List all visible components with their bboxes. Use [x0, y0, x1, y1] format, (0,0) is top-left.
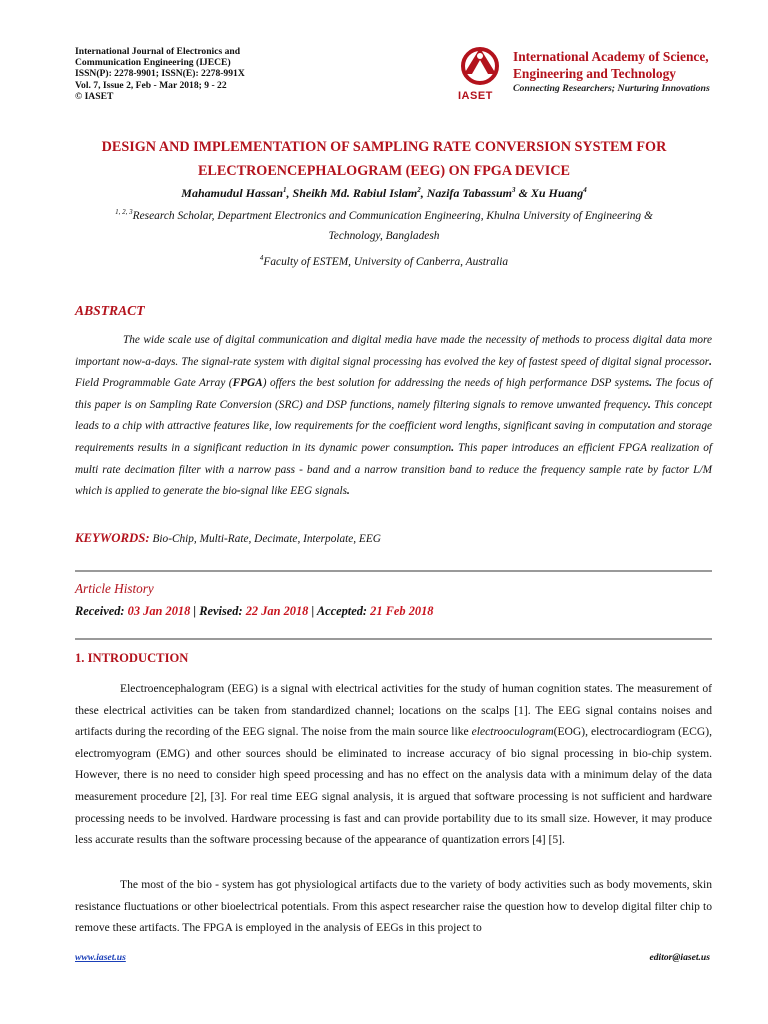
journal-line: Vol. 7, Issue 2, Feb - Mar 2018; 9 - 22	[75, 79, 227, 91]
revised-date: 22 Jan 2018	[245, 604, 309, 618]
paper-title: DESIGN AND IMPLEMENTATION OF SAMPLING RATE CONVERSION SYSTEM FOR ELECTROENCEPHALOGRAM (EEG) ON FPGA DEVICE	[101, 139, 667, 179]
author-list: Mahamudul Hassan$^1$, Sheikh Md. Rabiul Islam$^2$, Nazifa Tabassum$^3$ & Xu Huang$^4$	[181, 186, 587, 200]
iaset-logo-icon	[456, 44, 510, 94]
abstract-heading: ABSTRACT	[75, 303, 145, 318]
received-date: 03 Jan 2018	[127, 604, 191, 618]
abstract-body: The wide scale use of digital communication and digital media have made the necessity of methods to process digital data more important now-a-days. The signal-rate system with digital signal processing has evolved the key of fastest speed of digital signal processor. Field Programmable Gate Array (FPGA) offers the best solution for addressing the needs of high performance DSP systems. The focus of this paper is on Sampling Rate Conversion (SRC) and DSP functions, namely filtering signals to remove unwanted frequency. This concept leads to a chip with attractive features like, low requirements for the coefficient word lengths, significant saving in computation and storage requirements results in a significant reduction in its dynamic power consumption. This paper introduces an efficient FPGA realization of multi rate decimation filter with a narrow pass - band and a narrow transition band to reduce the frequency sample rate by factor L/M which is applied to generate the bio-signal like EEG signals.	[75, 334, 712, 498]
author-name: Xu Huang	[530, 186, 584, 200]
journal-line: International Journal of Electronics and	[75, 46, 241, 57]
article-history-dates: Received: 03 Jan 2018 | Revised: 22 Jan 2018 | Accepted: 21 Feb 2018	[75, 604, 434, 618]
article-history-heading: Article History	[75, 581, 154, 596]
keywords	[75, 531, 381, 546]
author-name: Mahamudul Hassan	[181, 186, 284, 200]
divider	[75, 570, 712, 572]
journal-line: ISSN(P): 2278-9901; ISSN(E): 2278-991X	[75, 68, 245, 80]
brand-abbreviation: IASET	[458, 90, 493, 102]
iaset-brand	[456, 44, 726, 106]
affiliation-1: $^{1, 2, 3}$Research Scholar, Department Electronics and Communication Engineering, Khulna University of Engineering & Technology, Bangladesh	[115, 208, 653, 242]
accepted-date: 21 Feb 2018	[370, 604, 434, 618]
intro-paragraph-1: Electroencephalogram (EEG) is a signal with electrical activities for the study of human cognition states. The measurement of these electrical activities can be taken from standardized channel; locations on the scalps [1]. The EEG signal contains noises and artifacts during the recording of the EEG signal. The noise from the main source like electrooculogram(EOG), electrocardiogram (ECG), electromyogram (EMG) and other sources should be eliminated to increase accuracy of bio signal processing in bio-chip system. However, there is no need to consider high speed processing and has no effect on the analysis data with a minimum delay of the data measurement procedure [2], [3]. For real time EEG signal analysis, it is argued that software processing is not sufficient and hardware processing needs to be involved. Hardware processing is fast and can provide portability due to its small size. However, it may produce less accurate results than the software processing because of the appearance of quantization errors [4] [5].	[75, 682, 712, 847]
affiliation-2: $^4$Faculty of ESTEM, University of Canberra, Australia	[259, 254, 509, 268]
journal-line: Communication Engineering (IJECE)	[75, 57, 231, 69]
journal-line: © IASET	[75, 90, 114, 102]
footer-website-link[interactable]: www.iaset.us	[75, 952, 126, 963]
intro-paragraph-2: The most of the bio - system has got physiological artifacts due to the variety of body activities such as body movements, skin resistance fluctuations or other bioelectrical potentials. From this aspect researcher raise the question how to develop digital filter chip to remove these artifacts. The FPGA is employed in the analysis of EEGs in this project to	[75, 878, 712, 935]
author-name: Nazifa Tabassum	[426, 186, 512, 200]
author-name: Sheikh Md. Rabiul Islam	[292, 186, 418, 200]
divider	[75, 638, 712, 640]
journal-info	[75, 46, 245, 102]
brand-name: International Academy of Science, Engineering and Technology	[513, 49, 709, 81]
keywords-value: Bio-Chip, Multi-Rate, Decimate, Interpolate, EEG	[152, 533, 381, 545]
footer-email: editor@iaset.us	[649, 952, 710, 963]
keywords-label: KEYWORDS:	[75, 531, 150, 545]
brand-tagline: Connecting Researchers; Nurturing Innovations	[513, 83, 710, 94]
section-heading-introduction: 1. INTRODUCTION	[75, 651, 189, 665]
